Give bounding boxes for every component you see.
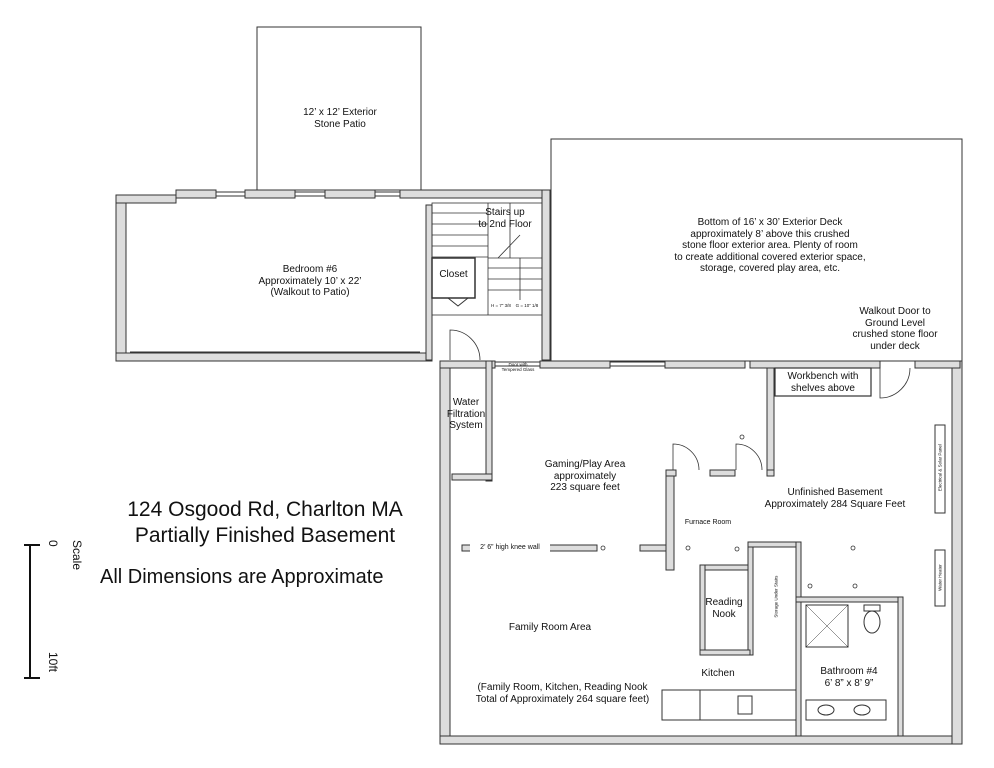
closet [432,258,475,306]
bathroom-label: Bathroom #4 6’ 8” x 8’ 9” [820,666,878,689]
water-heater-label: Water Heater [937,564,943,591]
bathroom-fixtures [806,605,886,720]
plan-title: 124 Osgood Rd, Charlton MA Partially Finished Basement [127,498,403,548]
patio-label: 12’ x 12’ Exterior Stone Patio [303,107,377,130]
electrical-panel-label: Electrical & Solar Panel [937,444,943,492]
workbench-label: Workbench with shelves above [787,371,859,394]
family-total-label: (Family Room, Kitchen, Reading Nook Total of Approximately 264 square feet) [475,682,650,705]
scale-label: Scale [70,540,84,571]
reading-nook-label: Reading Nook [705,597,743,620]
knee-wall-label: 2’ 6” high knee wall [470,544,550,552]
stair-tread-label: G = 10” 1/8 [515,303,539,308]
water-filtration-label: Water Filtration System [446,397,486,431]
family-room-label: Family Room Area [508,622,592,633]
furnace-label: Furnace Room [684,519,732,526]
scale-bar [24,545,40,678]
bedroom-label: Bedroom #6 Approximately 10’ x 22’ (Walkout to Patio) [258,264,362,298]
scale-ten-label: 10ft [46,652,60,673]
walkout-door-label: Walkout Door to Ground Level crushed stone floor under deck [852,306,938,352]
dimensions-note: All Dimensions are Approximate [100,566,384,588]
under-stairs-label: Storage Under Stairs [773,575,779,618]
gaming-label: Gaming/Play Area approximately 223 square feet [544,459,626,493]
stair-riser-label: H = 7” 3/8 [491,303,511,308]
closet-label: Closet [439,269,468,280]
unfinished-label: Unfinished Basement Approximately 284 Square Feet [764,487,906,510]
door-glass-label: Door with Tempered Glass [501,362,535,373]
kitchen-counter [662,690,796,720]
scale-zero-label: 0 [46,540,60,547]
deck-label: Bottom of 16’ x 30’ Exterior Deck approximately 8’ above this crushed stone floor exterior area. Plenty of room to create additional covered exterior space, storage, covered play area, etc. [674,217,866,274]
stairs-label: Stairs up to 2nd Floor [478,207,532,230]
kitchen-label: Kitchen [701,668,735,679]
